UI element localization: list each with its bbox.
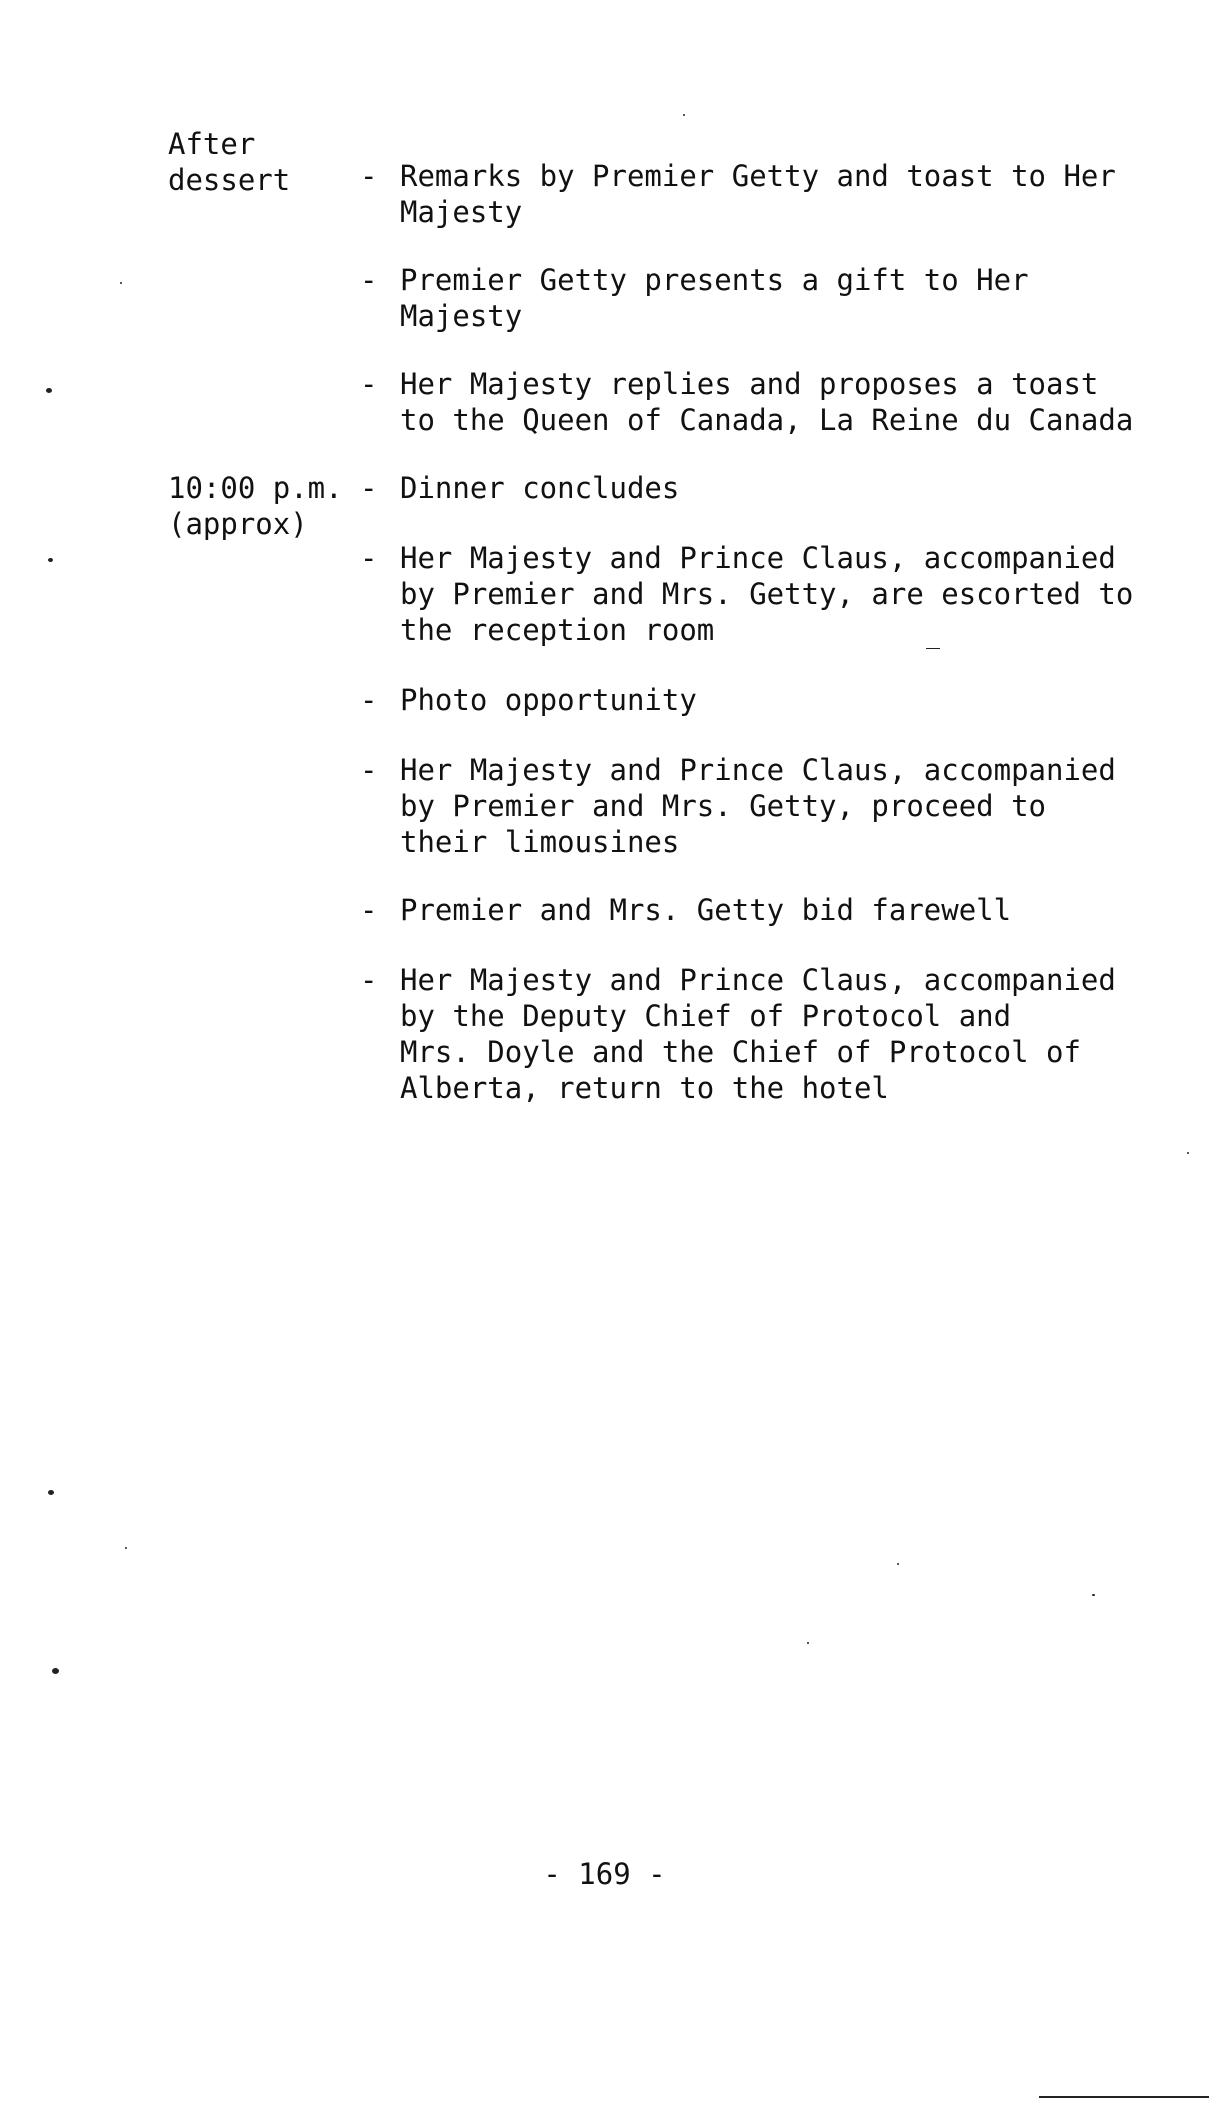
bullet-dash: - <box>360 541 378 575</box>
scan-speck <box>683 114 685 116</box>
scan-speck <box>1187 1152 1189 1154</box>
schedule-item-text: Photo opportunity <box>400 683 697 717</box>
schedule-item <box>360 892 1160 928</box>
bullet-dash: - <box>360 263 378 297</box>
bottom-rule <box>1039 2096 1209 2098</box>
schedule-item-text: Remarks by Premier Getty and toast to Her Majesty <box>400 159 1116 229</box>
schedule-item <box>360 470 1160 506</box>
scan-speck <box>807 1642 809 1644</box>
schedule-item-text: Dinner concludes <box>400 471 680 505</box>
bullet-dash: - <box>360 367 378 401</box>
schedule-item <box>360 366 1160 438</box>
scan-speck <box>48 558 53 562</box>
schedule-item-text: Her Majesty and Prince Claus, accompanied by the Deputy Chief of Protocol and Mrs. Doyle and the Chief of Protocol of Alberta, return to the hotel <box>400 963 1116 1105</box>
schedule-item <box>360 962 1160 1106</box>
bullet-dash: - <box>360 471 378 505</box>
time-label-10pm: 10:00 p.m. (approx) <box>168 471 343 541</box>
scan-speck <box>46 388 52 393</box>
schedule-item-text: Her Majesty replies and proposes a toast to the Queen of Canada, La Reine du Canada <box>400 367 1134 437</box>
schedule-item <box>360 540 1160 648</box>
schedule-item-text: Her Majesty and Prince Claus, accompanied by Premier and Mrs. Getty, proceed to their limousines <box>400 753 1116 859</box>
schedule-item <box>360 752 1160 860</box>
scan-speck <box>48 1490 54 1495</box>
bullet-dash: - <box>360 683 378 717</box>
bullet-dash: - <box>360 963 378 997</box>
schedule-item-text: Premier and Mrs. Getty bid farewell <box>400 893 1012 927</box>
scan-speck <box>1092 1594 1095 1596</box>
scan-speck <box>125 1547 127 1549</box>
scan-speck <box>52 1668 59 1674</box>
schedule-item-text: Premier Getty presents a gift to Her Majesty <box>400 263 1029 333</box>
schedule-item-text: Her Majesty and Prince Claus, accompanied by Premier and Mrs. Getty, are escorted to the reception room <box>400 541 1134 647</box>
scan-speck <box>926 648 940 649</box>
scan-speck <box>120 282 122 284</box>
page-number: - 169 - <box>543 1857 666 1891</box>
time-label-after-dessert: After dessert <box>168 127 291 197</box>
schedule-item <box>360 682 1160 718</box>
bullet-dash: - <box>360 753 378 787</box>
bullet-dash: - <box>360 893 378 927</box>
schedule-item <box>360 262 1160 334</box>
scan-speck <box>897 1563 899 1565</box>
bullet-dash: - <box>360 159 378 193</box>
schedule-item <box>360 158 1160 230</box>
